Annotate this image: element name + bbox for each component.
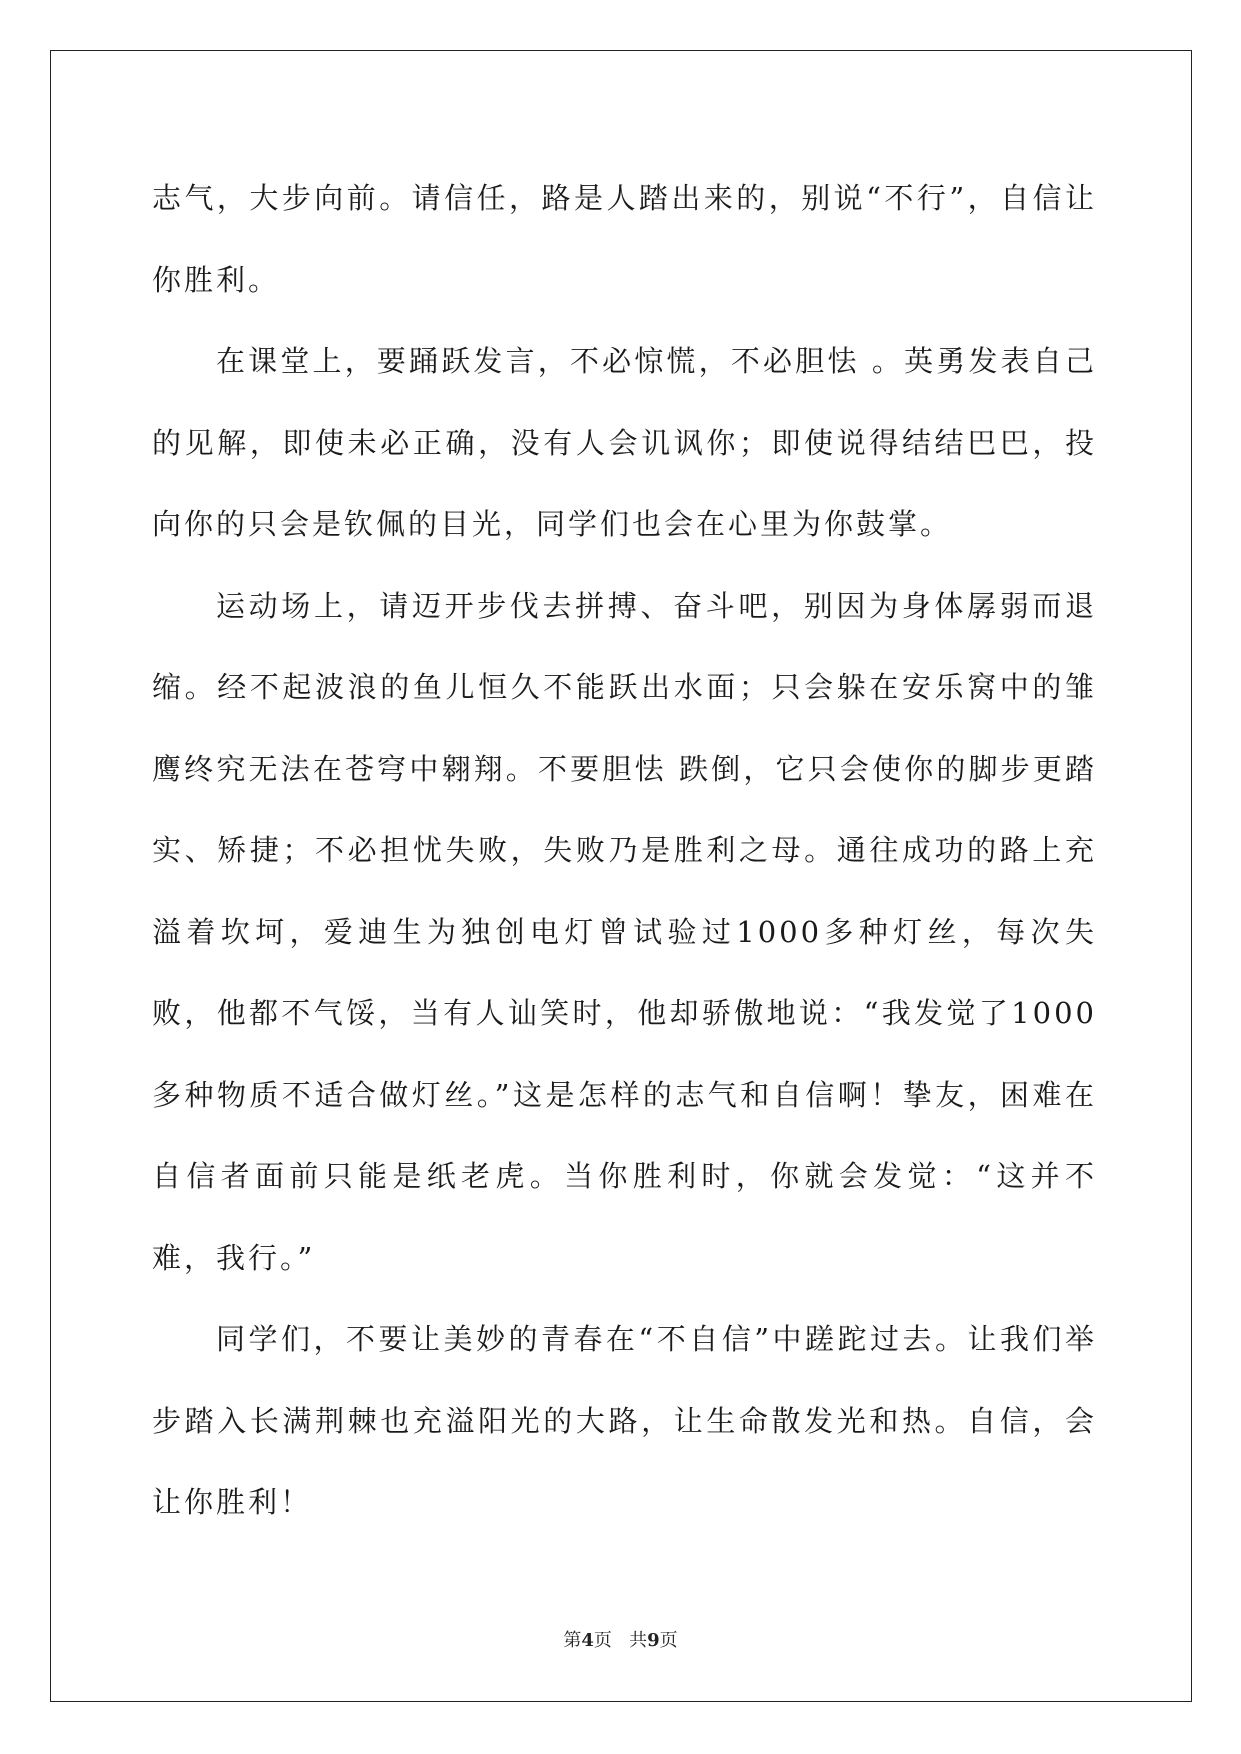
current-page-number: 4 [581,1630,594,1651]
paragraph-3: 运动场上，请迈开步伐去拼搏、奋斗吧，别因为身体孱弱而退缩。经不起波浪的鱼儿恒久不能跃出水面；只会躲在安乐窝中的雏鹰终究无法在苍穹中翱翔。不要胆怯 跌倒，它只会使你的脚步更踏实、矫捷；不必担忧失败，失败乃是胜利之母。通往成功的路上充溢着坎坷，爱迪生为独创电灯曾试验过1000多种灯丝，每次失败，他都不气馁，当有人讪笑时，他却骄傲地说：“我发觉了1000多种物质不适合做灯丝。”这是怎样的志气和自信啊！挚友，困难在自信者面前只能是纸老虎。当你胜利时，你就会发觉：“这并不难，我行。” [152,588,1097,1275]
document-body [152,158,1097,1544]
page-prefix: 第 [563,1630,582,1651]
page-suffix: 页 [593,1630,612,1651]
total-pages-number: 9 [647,1630,660,1651]
page-footer [0,1626,1241,1652]
paragraph-4: 同学们，不要让美妙的青春在“不自信”中蹉跎过去。让我们举步踏入长满荆棘也充溢阳光的大路，让生命散发光和热。自信，会让你胜利！ [152,1322,1097,1519]
total-prefix: 共 [629,1630,648,1651]
paragraph-2: 在课堂上，要踊跃发言，不必惊慌，不必胆怯 。英勇发表自己的见解，即使未必正确，没有人会讥讽你；即使说得结结巴巴，投向你的只会是钦佩的目光，同学们也会在心里为你鼓掌。 [152,344,1097,541]
total-suffix: 页 [659,1630,678,1651]
paragraph-1: 志气，大步向前。请信任，路是人踏出来的，别说“不行”，自信让你胜利。 [152,181,1097,297]
